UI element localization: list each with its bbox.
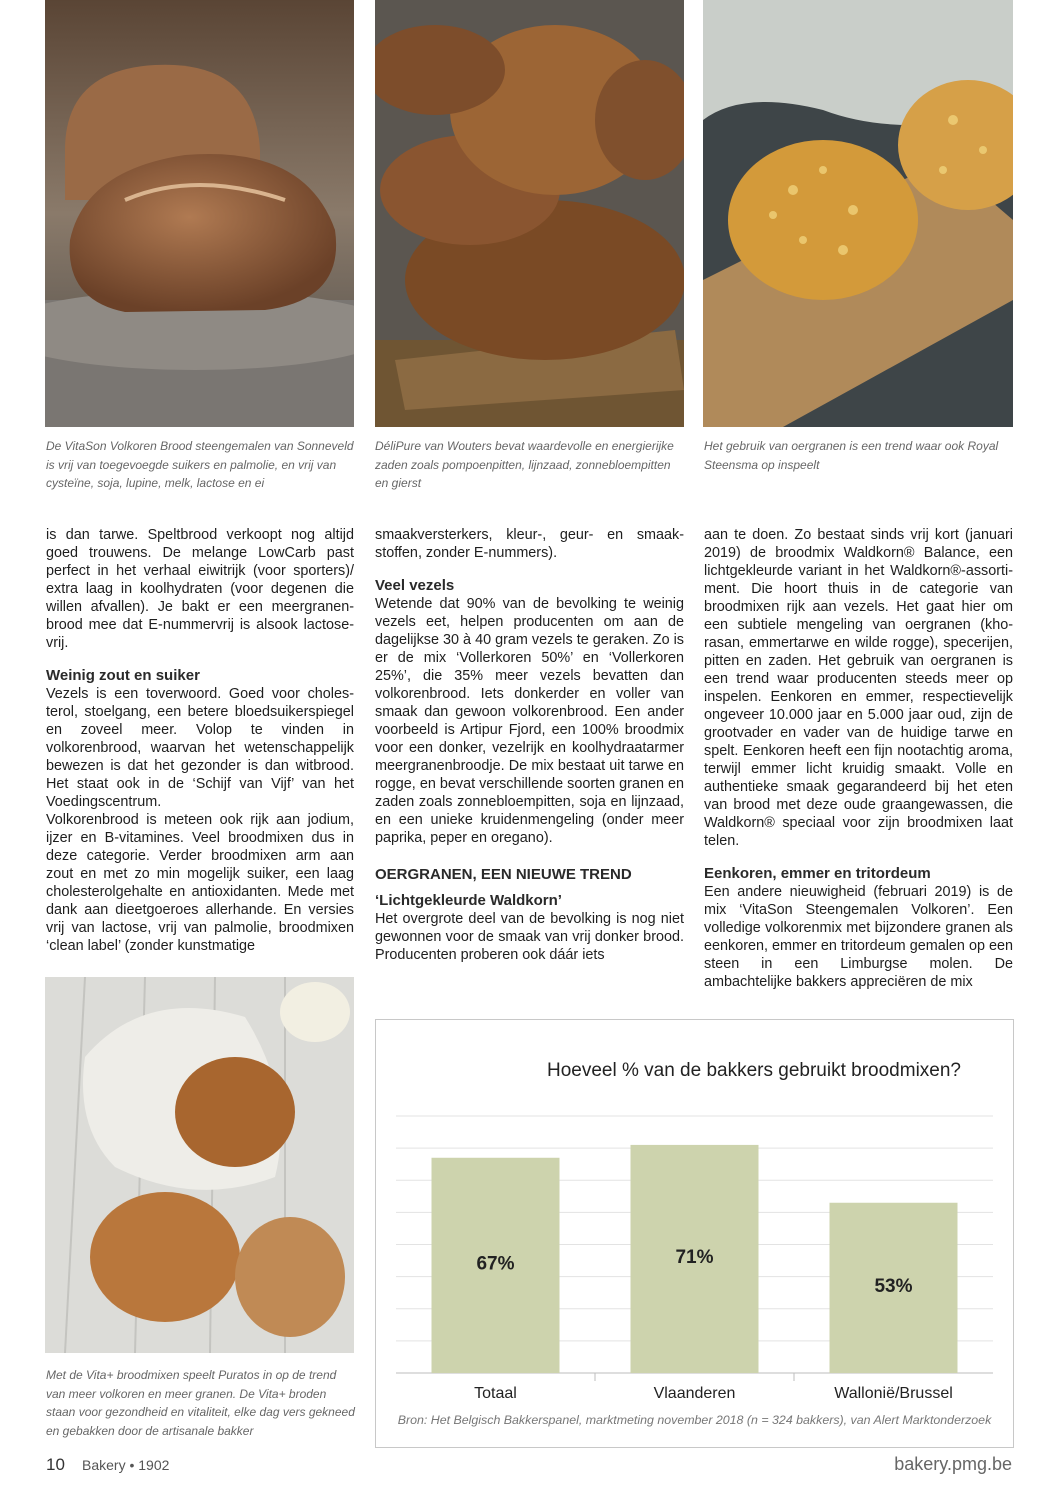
paragraph: Wetende dat 90% van de bevolking te weinig vezels eet, helpen producenten om aan de dagelijkse 30 à 40 gram vezels te geraken. Zo is er de mix ‘Vollerkoren 50%’ en ‘Vollerkoren 25%’, die 35% meer vezels bevatten dan volkorenbrood. Iets donkerder en voller van smaak dan gewoon volkorenbrood. Een ander voorbeeld is Artipur Fjord, een 100% broodmix voor een donker, vezelrijk en koolhydraatarmer meergranenbroodje. De mix bestaat uit tarwe en rogge, en bevat verschillende soorten granen en zaden zoals zonnebloempitten, soja en lijnzaad, en een unieke kruidenmengeling (onder meer paprika, peper en oregano). [375,596,684,846]
caption-photo-3: Het gebruik van oergranen is een trend waar ook Royal Steensma op inspeelt [704,439,999,472]
paragraph: aan te doen. Zo bestaat sinds vrij kort (januari 2019) de broodmix Waldkorn® Balance, een lichtgekleurde variant in het Waldkorn®-assortiment. Die hoort thuis in de categorie van broodmixen rijk aan vezels. Het gaat hier om een subtiele mengeling van oergranen (khorasan, emmertarwe en wilde rogge), specerijen, pitten en zaden. Het gebruik van oergranen is een trend waar producenten steeds meer op inspelen. Eenkoren en emmer, respectievelijk ongeveer 10.000 jaar en 5.000 jaar oud, zijn de grootvader en vader van de huidige tarwe en spelt. Eenkoren heeft een fijn nootachtig aroma, terwijl emmer licht kruidig smaakt. Volle en authentieke smaak gegarandeerd bij het eten van brood met deze oude graangewassen, die Waldkorn® speciaal voor zijn broodmixen laat telen. [704,527,1013,849]
paragraph: Vezels is een toverwoord. Goed voor cholesterol, stoelgang, een betere bloedsuikerspiegel en zoveel meer. Volop te vinden in volkorenbrood, waarvan het wetenschappelijk bewezen is dat het gezonder is dan witbrood. Het staat ook in de ‘Schijf van Vijf’ van het Voedingscentrum. [46,686,354,810]
magazine-issue: Bakery • 1902 [82,1457,170,1473]
article-column-3 [704,526,1013,991]
photo-delipure-rolls [375,0,684,427]
caption-photo-2: DéliPure van Wouters bevat waardevolle en energierijke zaden zoals pompoenpitten, lijnzaad, zonnebloempitten en gierst [375,439,674,490]
bar-value-label: 67% [476,1253,515,1275]
subheading-weinig-zout: Weinig zout en suiker [46,667,200,684]
page-number: 10 [46,1455,65,1474]
category-label: Totaal [474,1385,517,1402]
chart-canvas [376,1020,1013,1410]
paragraph: Het overgrote deel van de bevolking is nog niet gewonnen voor de smaak van vrij donker brood. Producenten proberen ook dáár iets [375,911,684,963]
paragraph: is dan tarwe. Speltbrood verkoopt nog altijd goed trouwens. De melange LowCarb past perfect in het verhaal eiwitrijk (voor sporters)/ extra laag in koolhydraten (voor degenen die willen afvallen). Je bakt er een meergranenbrood mee dat E-nummervrij is alsook lactosevrij. [46,527,354,651]
chart-title: Hoeveel % van de bakkers gebruikt broodmixen? [546,1060,962,1081]
subheading-veel-vezels: Veel vezels [375,577,455,594]
bar-value-label: 53% [874,1275,913,1297]
photo-vita-plus-bread [45,977,354,1353]
bakers-broodmix-chart [375,1019,1014,1448]
website-link[interactable]: bakery.pmg.be [894,1454,1012,1474]
caption-photo-4: Met de Vita+ broodmixen speelt Puratos in op de trend van meer volkoren en meer granen. De Vita+ broden staan voor gezondheid en vitaliteit, elke dag vers gekneed en gebakken door de artisanale bakker [46,1368,355,1438]
subheading-lichtgekleurde-waldkorn: ‘Lichtgekleurde Waldkorn’ [375,892,562,909]
paragraph: smaakversterkers, kleur-, geur- en smaakstoffen, zonder E-nummers). [375,527,684,561]
paragraph: Volkorenbrood is meteen ook rijk aan jodium, ijzer en B-vitamines. Veel broodmixen dus in deze categorie. Verder broodmixen arm aan zout en met zo min mogelijk suiker, een laag cholesterolgehalte en antioxidanten. Mede met dank aan dieetgoeroes allerhande. En versies vrij van lactose, vrij van palmolie, broodmixen ‘clean label’ (zonder kunstmatige [46,812,354,954]
paragraph: Een andere nieuwigheid (februari 2019) is de mix ‘VitaSon Steengemalen Volkoren’. Een volledige volkorenmix met bijzondere granen als eenkoren, emmer en tritordeum gemalen op een steen in een Limburgse molen. De ambachtelijke bakkers appreciëren de mix [704,884,1013,990]
photo-vitason-bread [45,0,354,427]
bar-value-label: 71% [675,1246,714,1268]
chart-source: Bron: Het Belgisch Bakkerspanel, marktmeting november 2018 (n = 324 bakkers), van Alert Marktonderzoek [397,1413,992,1427]
category-label: Vlaanderen [653,1385,736,1402]
category-label: Wallonië/Brussel [834,1385,953,1402]
caption-photo-1: De VitaSon Volkoren Brood steengemalen van Sonneveld is vrij van toegevoegde suikers en palmolie, en vrij van cysteïne, soja, lupine, melk, lactose en ei [46,439,354,490]
subheading-eenkoren-emmer: Eenkoren, emmer en tritordeum [704,865,931,882]
article-column-2 [375,526,684,964]
photo-royal-steensma-rolls [703,0,1013,427]
section-heading-oergranen: OERGRANEN, EEN NIEUWE TREND [375,866,632,883]
article-column-1 [46,526,354,955]
